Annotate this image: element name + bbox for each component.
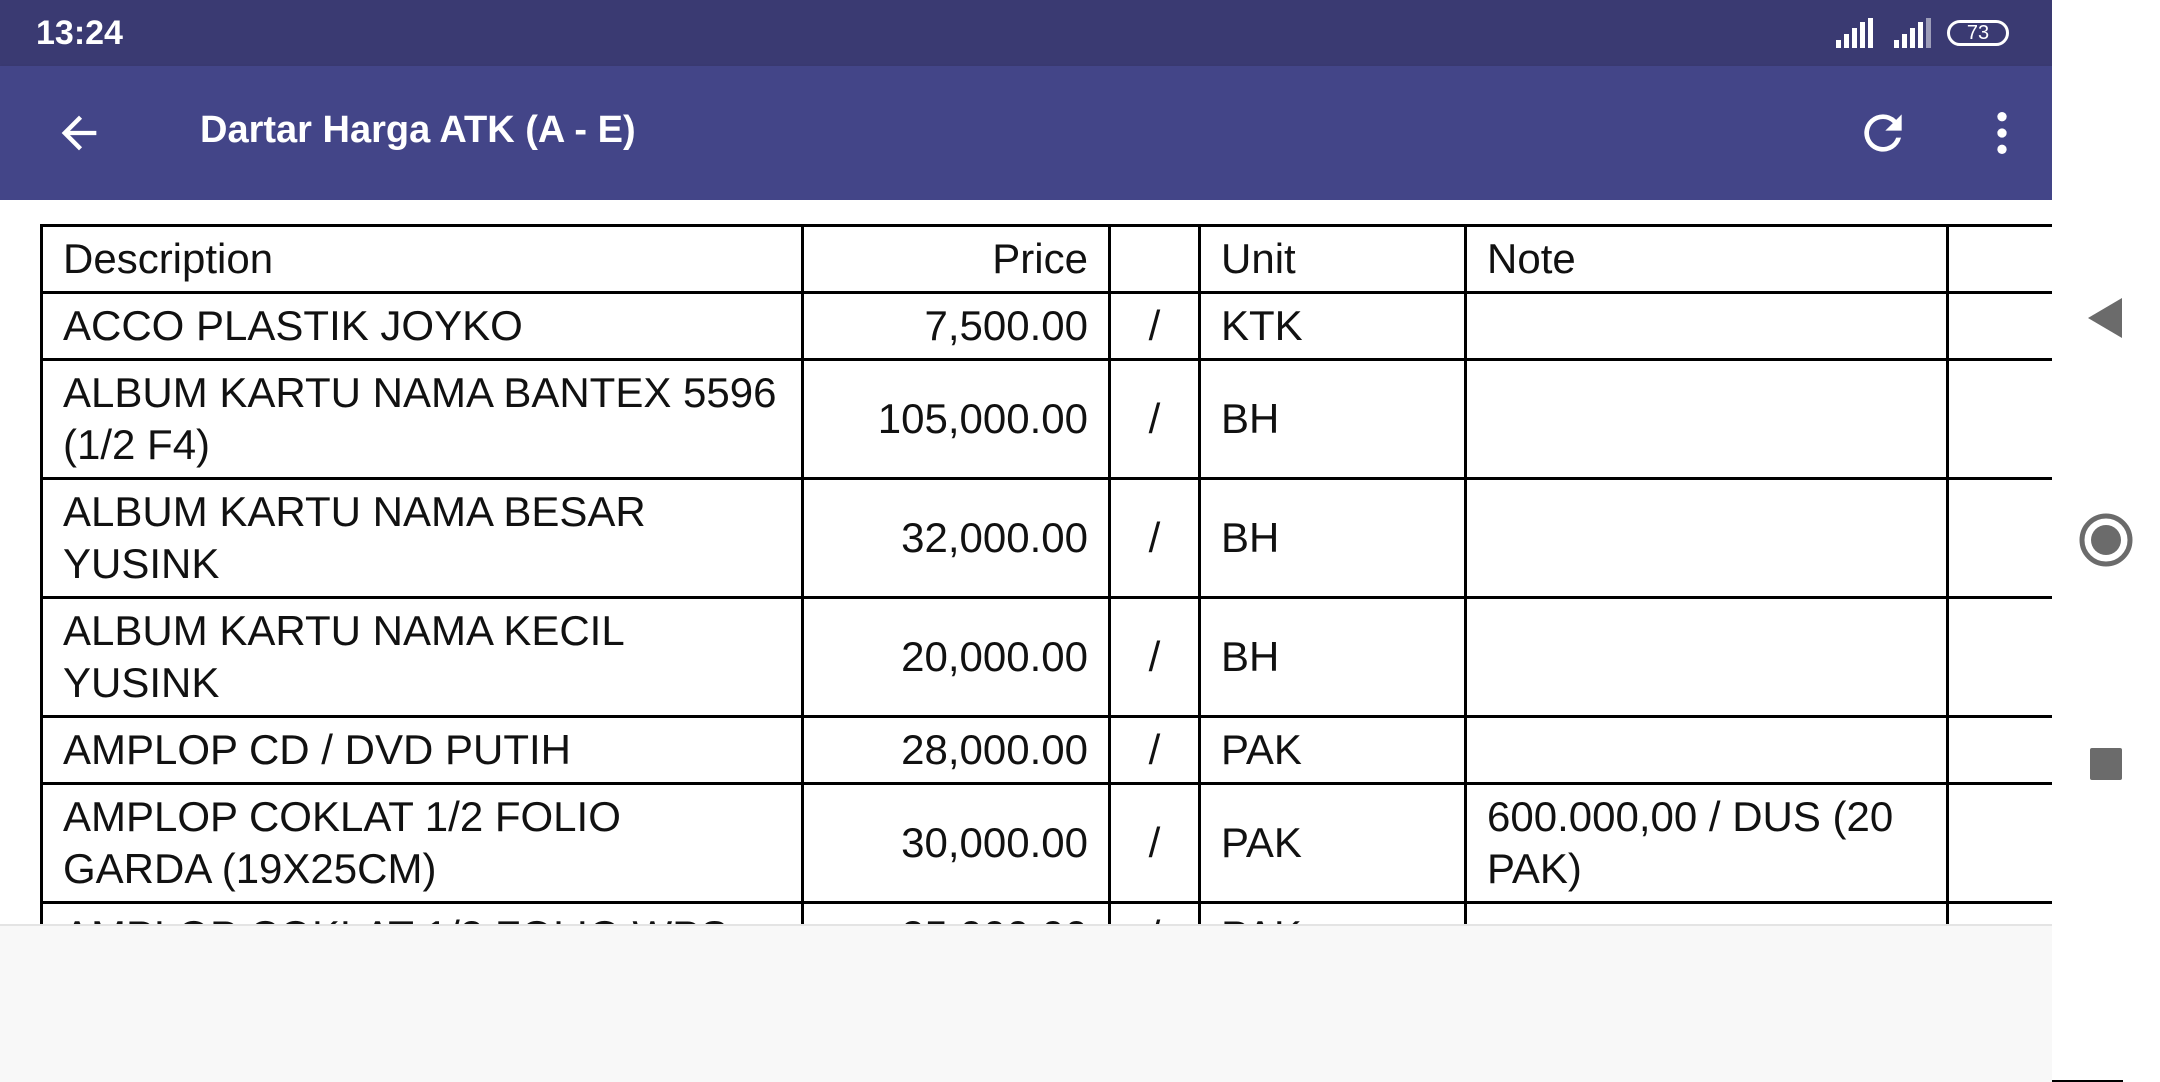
back-button[interactable]: [34, 88, 124, 178]
refresh-button[interactable]: [1838, 88, 1928, 178]
cell-note: [1466, 360, 1948, 479]
nav-recents-button[interactable]: [2074, 732, 2138, 796]
triangle-back-icon: [2086, 296, 2126, 340]
table-header-row: [42, 226, 2122, 293]
system-navigation-bar: [2052, 0, 2160, 1080]
cell-description: ACCO PLASTIK JOYKO: [42, 293, 803, 360]
cell-description: ALBUM KARTU NAMA BESAR YUSINK: [42, 479, 803, 598]
bottom-panel: [0, 924, 2052, 1082]
circle-home-icon: [2078, 512, 2134, 568]
cell-unit: KTK: [1200, 293, 1466, 360]
cell-price: 28,000.00: [803, 717, 1110, 784]
header-description: Description: [42, 226, 803, 293]
signal-icon: [1894, 18, 1936, 48]
table-row[interactable]: [42, 479, 2122, 598]
page-title: Dartar Harga ATK (A - E): [200, 109, 636, 151]
app-bar: [0, 66, 2052, 200]
table-row[interactable]: [42, 784, 2122, 903]
cell-price: 105,000.00: [803, 360, 1110, 479]
overflow-menu-button[interactable]: [1957, 88, 2047, 178]
table-row[interactable]: [42, 293, 2122, 360]
cell-separator: /: [1110, 598, 1200, 717]
table-row[interactable]: [42, 717, 2122, 784]
cell-unit: BH: [1200, 479, 1466, 598]
cell-unit: BH: [1200, 360, 1466, 479]
cell-price: 7,500.00: [803, 293, 1110, 360]
table-row[interactable]: [42, 360, 2122, 479]
refresh-icon: [1855, 105, 1911, 161]
header-note: Note: [1466, 226, 1948, 293]
status-time: 13:24: [36, 14, 123, 52]
cell-description: AMPLOP CD / DVD PUTIH: [42, 717, 803, 784]
cell-description: ALBUM KARTU NAMA BANTEX 5596 (1/2 F4): [42, 360, 803, 479]
cell-unit: PAK: [1200, 784, 1466, 903]
cell-note: [1466, 598, 1948, 717]
cell-price: 32,000.00: [803, 479, 1110, 598]
cell-price: 20,000.00: [803, 598, 1110, 717]
cell-unit: PAK: [1200, 717, 1466, 784]
status-bar: [0, 0, 2052, 66]
nav-home-button[interactable]: [2074, 508, 2138, 572]
cell-separator: /: [1110, 717, 1200, 784]
arrow-left-icon: [53, 107, 105, 159]
cell-note: 600.000,00 / DUS (20 PAK): [1466, 784, 1948, 903]
cell-description: ALBUM KARTU NAMA KECIL YUSINK: [42, 598, 803, 717]
cell-price: 30,000.00: [803, 784, 1110, 903]
cell-description: AMPLOP COKLAT 1/2 FOLIO GARDA (19X25CM): [42, 784, 803, 903]
header-price: Price: [803, 226, 1110, 293]
cell-note: [1466, 479, 1948, 598]
header-unit: Unit: [1200, 226, 1466, 293]
battery-icon: [1947, 20, 2009, 46]
price-list-view[interactable]: [0, 200, 2052, 924]
cell-separator: /: [1110, 479, 1200, 598]
header-separator: [1110, 226, 1200, 293]
cell-note: [1466, 293, 1948, 360]
cell-separator: /: [1110, 360, 1200, 479]
cell-note: [1466, 717, 1948, 784]
nav-back-button[interactable]: [2074, 286, 2138, 350]
more-vert-icon: [1974, 105, 2030, 161]
cell-unit: BH: [1200, 598, 1466, 717]
square-recents-icon: [2088, 746, 2124, 782]
signal-icon: [1836, 18, 1878, 48]
battery-level: 73: [1966, 22, 1990, 44]
table-row[interactable]: [42, 598, 2122, 717]
cell-separator: /: [1110, 293, 1200, 360]
cell-separator: /: [1110, 784, 1200, 903]
